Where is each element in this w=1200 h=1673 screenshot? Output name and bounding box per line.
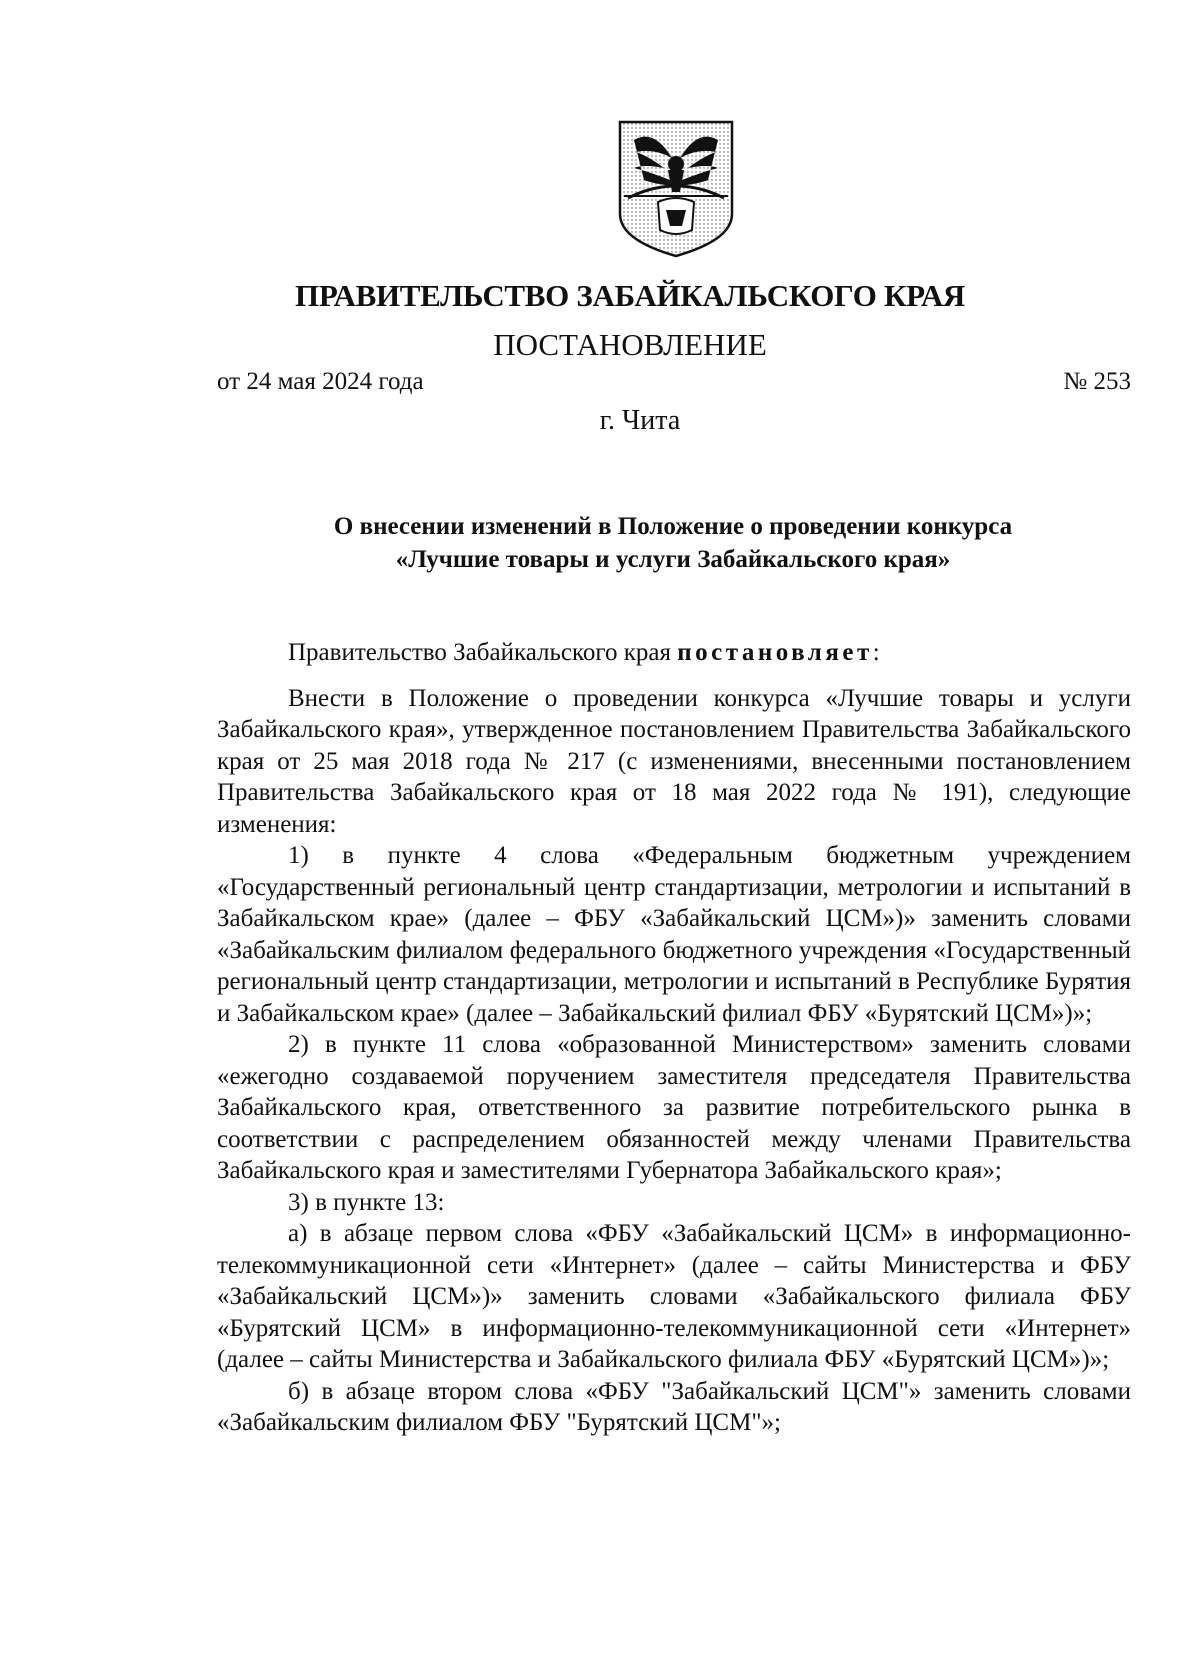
decree-colon: : — [872, 639, 880, 666]
item-3b-paragraph: б) в абзаце втором слова «ФБУ "Забайкальский ЦСМ"» заменить словами «Забайкальским филиалом ФБУ "Бурятский ЦСМ"»; — [217, 1377, 1131, 1436]
decree-intro: Правительство Забайкальского края — [288, 639, 672, 666]
document-date: от 24 мая 2024 года — [217, 368, 424, 395]
item-2-paragraph: 2) в пункте 11 слова «образованной Министерством» заменить словами «ежегодно создаваемой поручением заместителя председателя Правительства Забайкальского края, ответственного за развитие потребительского рынка в соответствии с распределением обязанностей между членами Правительства Забайкальского края и заместителями Губернатора Забайкальского края»; — [217, 1031, 1131, 1184]
decree-clause — [217, 637, 1131, 669]
document-type: ПОСТАНОВЛЕНИЕ — [493, 327, 767, 362]
zabaikalsky-coat-of-arms-icon — [614, 118, 738, 260]
item-1-paragraph: 1) в пункте 4 слова «Федеральным бюджетным учреждением «Государственный региональный центр стандартизации, метрологии и испытаний в Забайкальском крае» (далее – ФБУ «Забайкальский ЦСМ»)» заменить словами «Забайкальским филиалом федерального бюджетного учреждения «Государственный региональный центр стандартизации, метрологии и испытаний в Республике Бурятия и Забайкальском крае» (далее – Забайкальский филиал ФБУ «Бурятский ЦСМ»)»; — [217, 842, 1131, 1027]
document-subject — [215, 510, 1131, 576]
government-title: ПРАВИТЕЛЬСТВО ЗАБАЙКАЛЬСКОГО КРАЯ — [295, 278, 965, 313]
subject-line-2: «Лучшие товары и услуги Забайкальского края» — [395, 546, 951, 573]
decree-verb: постановляет — [677, 639, 873, 666]
subject-line-1: О внесении изменений в Положение о проведении конкурса — [333, 513, 1013, 540]
document-body — [217, 637, 1131, 1439]
item-3-paragraph: 3) в пункте 13: — [288, 1188, 445, 1216]
document-number: № 253 — [1063, 368, 1131, 395]
intro-paragraph: Внести в Положение о проведении конкурса «Лучшие товары и услуги Забайкальского края», утвержденное постановлением Правительства Забайкальского края от 25 мая 2018 года № 217 (с изменениями, внесенными постановлением Правительства Забайкальского края от 18 мая 2022 года № 191), следующие изменения: — [217, 684, 1131, 838]
item-3a-paragraph: а) в абзаце первом слова «ФБУ «Забайкальский ЦСМ» в информационно-телекоммуникационной сети «Интернет» (далее – сайты Министерства и ФБУ «Забайкальский ЦСМ»)» заменить словами «Забайкальского филиала ФБУ «Бурятский ЦСМ» в информационно-телекоммуникационной сети «Интернет» (далее – сайты Министерства и Забайкальского филиала ФБУ «Бурятский ЦСМ»)»; — [217, 1220, 1131, 1373]
document-city: г. Чита — [599, 405, 681, 436]
